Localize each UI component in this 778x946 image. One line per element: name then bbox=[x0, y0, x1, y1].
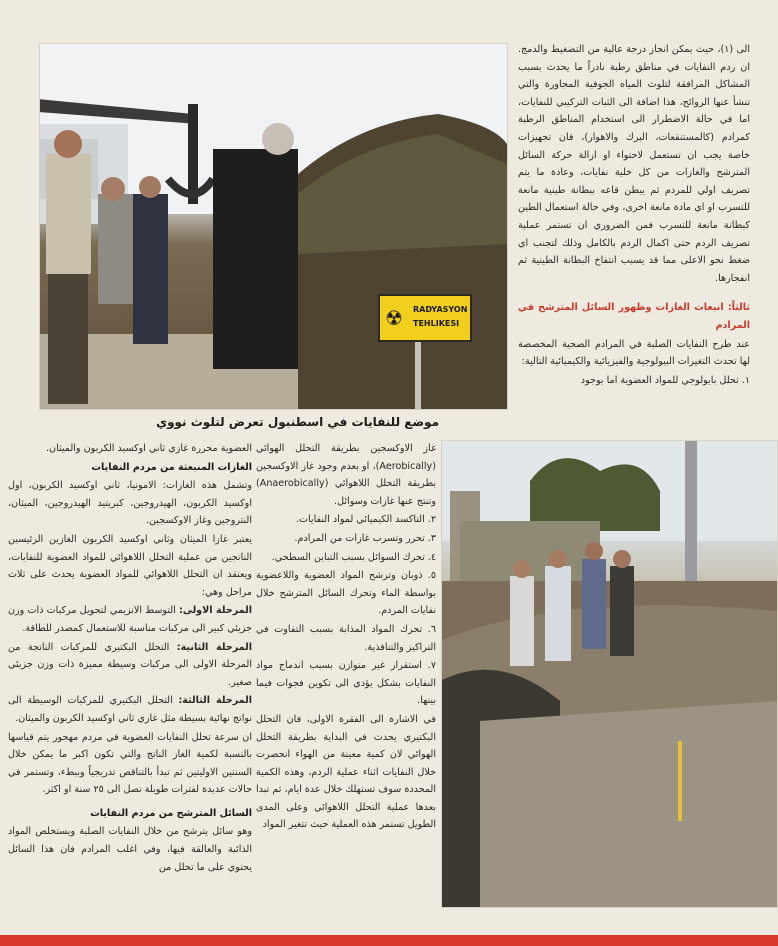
paragraph-bacterial-decomposition: في الاشارة الى الفقرة الاولى، فان التحلل البكتيري يحدث في البداية بطريقة التحلل الهوائي لان كمية معينة من الهواء انحصرت خلال النفايات اثناء عملية الردم، وهذه الكمية المحددة سوف تستهلك خلال عدة ايام، ثم تبدا بعدها عملية التحلل اللاهوائي وعلى المدى الطويل تستمر هذه العملية حيث تتغير المواد bbox=[256, 713, 436, 831]
list-item-4: ٤. تحرك السوائل بسبب التباين السطحي. bbox=[271, 551, 436, 563]
sign-line-2: TEHLIKESI bbox=[413, 319, 460, 328]
paragraph-landfill-wet-areas: الى (١)، حيث يمكن انجاز درجة عالية من التضغيط والدمج. ان ردم النفايات في مناطق رطبة نادراً ما يحدث بسبب المشاكل المرافقة لتلوث المياه الجوفية المجاورة والتي تنشأ عنها الروائح، هذا اضافة الى الثبات التركيبي للنفايات، اما في حالة الاضطرار الى استخدام المناطق الرطبة كمرادم (كالمستنقعات، البرك والاهوار)، فان تجهيزات خاصة يجب ان تستعمل لاحتواء او ازالة حركة السائل المترشح والغازات من كل خلية نفايات، وعادة ما يتم تصريف اولي للمردم ثم يبطن قاعه ببطانة طينية مانعة للتسرب او اي مادة مانعة اخرى، وفي حالة استعمال الطين كبطانة مانعة للتسرب فمن الضروري ان تستمر عملية تصريف الردم حتى اكمال الردم بالكامل وذلك لتجنب اي ضغط نحو الاعلى مما قد يسبب انتفاخ البطانة الطينية ثم انفجارها. bbox=[518, 44, 750, 284]
stage-3-label: المرحلة الثالثة: bbox=[178, 695, 252, 707]
photo-caption: موضع للنفايات في اسطنبول تعرض لتلوث نووي bbox=[156, 415, 439, 429]
text-column-top-right bbox=[518, 41, 750, 427]
text-column-middle bbox=[256, 440, 436, 920]
radiation-icon: ☢ bbox=[385, 306, 403, 330]
photo-waste-dump-istanbul bbox=[39, 43, 508, 410]
stage-1-label: المرحلة الاولى: bbox=[179, 605, 252, 617]
section-heading-gas-emission: ثالثاً: انبعاث الغازات وظهور السائل المترشح في المرادم bbox=[518, 302, 750, 331]
section-heading-landfill-gases: الغازات المنبعثة من مردم النفايات bbox=[91, 461, 252, 473]
list-item-6: ٦. تحرك المواد المذابة بسبب التفاوت في التراكيز والتنافذية. bbox=[256, 623, 436, 653]
photo-top-illustration bbox=[39, 44, 507, 410]
paragraph-changes-intro: عند طرح النفايات الصلبة في المرادم الصحية المخصصة لها تحدث التغيرات البيولوجية والفيزيائية والكيميائية التالية: bbox=[518, 338, 750, 368]
stage-3-text: التحلل البكتيري للمركبات الوسيطة الى نواتج نهائية بسيطة مثل غازي ثاني اوكسيد الكربون والميثان. bbox=[8, 695, 252, 724]
stage-2 bbox=[8, 639, 252, 692]
text-column-left bbox=[8, 440, 252, 920]
list-item-5: ٥. ذوبان وترشح المواد العضوية واللاعضوية بواسطة الماء وتحرك السائل المترشح خلال نفايات المردم. bbox=[256, 570, 436, 617]
radiation-warning-sign bbox=[378, 294, 472, 342]
paragraph-methane-co2: يعتبر غازا الميثان وثاني اوكسيد الكربون الغازين الرئيسين الناتجين من عملية التحلل اللاهوائي للمواد العضوية للنفايات، ويعتقد ان التحلل اللاهوائي للمواد العضوية يحدث على ثلاث مراحل وهي: bbox=[8, 533, 252, 598]
photo-bottom-illustration bbox=[441, 441, 777, 908]
paragraph-decomposition-rate: ان سرعة تحلل النفايات العضوية في مردم مهجور يتم قياسها بالنسبة لكمية الغاز الناتج والتي تكون اكبر ما يمكن خلال السنتين الاوليتين ثم تبدأ بالتناقص تدريجياً وببطء، وتستمر في حالات عديدة لفترات طويلة تصل الى ٢٥ سنة او اكثر. bbox=[8, 731, 252, 796]
section-heading-leachate: السائل المترشح من مردم النفايات bbox=[90, 807, 252, 819]
paragraph-leachate: وهو سائل يترشح من خلال النفايات الصلبة ويستخلص المواد الذائبة والعالقة فيها، وفي اغلب المرادم فان هذا السائل يحتوي على ما تحلل من bbox=[8, 826, 252, 873]
paragraph-decomposition-types: غاز الاوكسجين بطريقة التحلل الهوائي (Aerobically)، او بعدم وجود غاز الاوكسجين بطريقة التحلل اللاهوائي (Anaerobically) وتنتج عنها غازات وسوائل. bbox=[256, 443, 436, 507]
list-item-3: ٣. تحرر وتسرب غازات من المرادم. bbox=[294, 532, 436, 544]
stage-3 bbox=[8, 692, 252, 727]
stage-1 bbox=[8, 602, 252, 637]
bottom-accent-bar bbox=[0, 935, 778, 946]
stage-2-label: المرحلة الثانية: bbox=[176, 641, 252, 653]
sign-line-1: RADYASYON bbox=[413, 305, 468, 314]
list-item-1: ١. تحلل بايولوجي للمواد العضوية اما بوجود bbox=[580, 374, 750, 386]
paragraph-organic-release: العضوية محررة غازي ثاني اوكسيد الكربون والميثان. bbox=[45, 443, 252, 454]
stage-2-text: التحلل البكتيري للمركبات الناتجة من المرحلة الاولى الى مركبات وسيطة مميزة ذات وزن جزيئي صغير. bbox=[8, 641, 252, 688]
stage-1-text: التوسط الانزيمي لتحويل مركبات ذات وزن جزيئي كبير الى مركبات مناسبة للاستعمال كمصدر للطاقة. bbox=[8, 605, 252, 634]
list-item-2: ٢. التاكسد الكيميائي لمواد النفايات. bbox=[295, 514, 436, 526]
paragraph-gas-list: وتشمل هذه الغازات: الامونيا، ثاني اوكسيد الكربون، اول اوكسيد الكربون، الهيدروجين، كبريتيد الهيدروجين، الميثان، النتروجين وغاز الاوكسجين. bbox=[8, 480, 252, 527]
photo-rubble-site bbox=[441, 440, 778, 908]
list-item-7: ٧. استقرار غير متوازن بسبب اندماج مواد النفايات بشكل يؤدي الى تكوين فجوات فيما بينها. bbox=[256, 660, 436, 707]
